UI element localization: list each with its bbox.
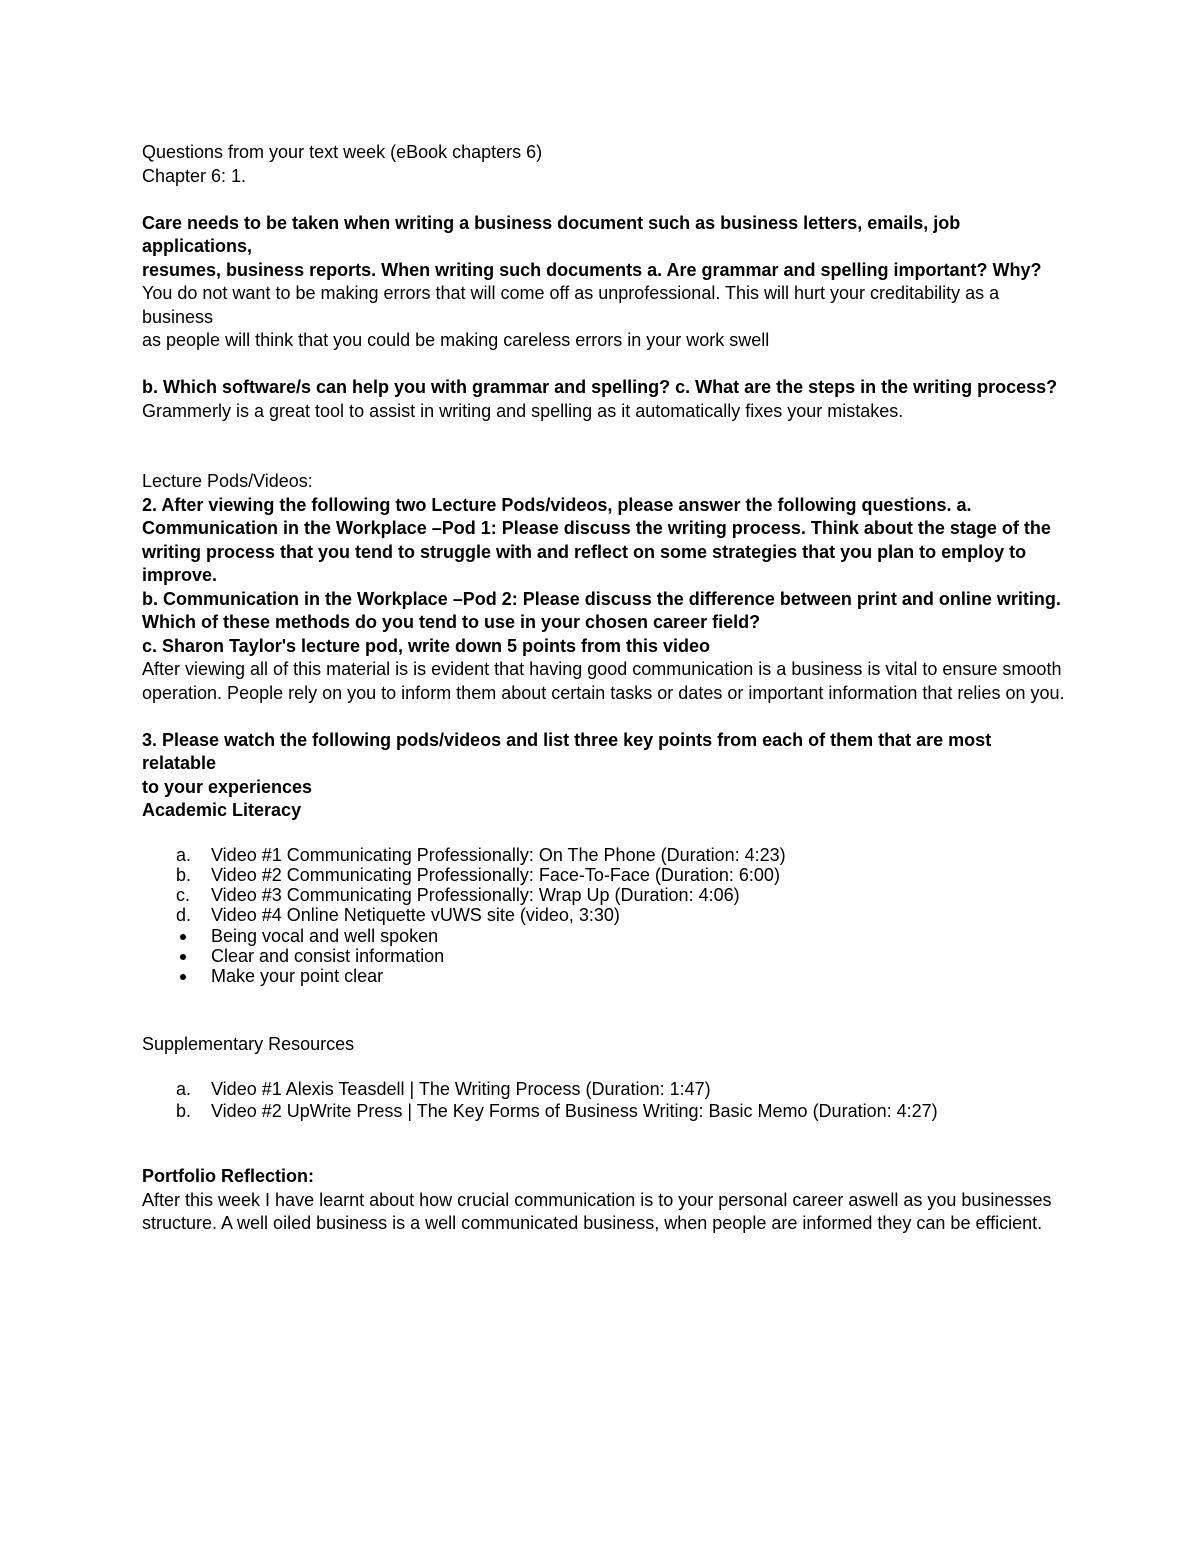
question-3-line-1: 3. Please watch the following pods/videos and list three key points from each of them that are most relatable (142, 729, 992, 773)
portfolio-line-1: After this week I have learnt about how crucial communication is to your personal career aswell as you businesses (142, 1189, 1052, 1210)
question-2-line-3: writing process that you tend to struggle with and reflect on some strategies that you plan to employ to (142, 541, 1027, 562)
bullet-item: Being vocal and well spoken (142, 926, 1067, 946)
supplementary-list (142, 1078, 1067, 1122)
list-item: c. Video #3 Communicating Professionally: Wrap Up (Duration: 4:06) (176, 885, 740, 906)
lecture-heading: Lecture Pods/Videos: (142, 471, 313, 491)
bullet-icon (180, 934, 186, 940)
list-item: b. Video #2 UpWrite Press | The Key Forms of Business Writing: Basic Memo (Duration: 4:27) (176, 1101, 938, 1122)
answer-2-line-1: After viewing all of this material is is evident that having good communication is a business is vital to ensure smooth (142, 659, 1062, 679)
list-item: a. Video #1 Communicating Professionally: On The Phone (Duration: 4:23) (176, 844, 786, 865)
portfolio-line-2: structure. A well oiled business is a well communicated business, when people are informed they can be efficient. (142, 1213, 1043, 1234)
bullet-icon (180, 954, 186, 960)
question-2b-line-1: b. Communication in the Workplace –Pod 2: Please discuss the difference between print and online writing. (142, 588, 1061, 609)
question-2-line-4: improve. (142, 565, 218, 585)
list-item: a. Video #1 Alexis Teasdell | The Writing Process (Duration: 1:47) (176, 1079, 711, 1100)
answer-2-line-2: operation. People rely on you to inform them about certain tasks or dates or important information that relies on you. (142, 682, 1065, 703)
question-3-line-2: to your experiences (142, 776, 313, 797)
question-1b: b. Which software/s can help you with grammar and spelling? c. What are the steps in the writing process? (142, 377, 1058, 397)
question-2-line-2: Communication in the Workplace –Pod 1: Please discuss the writing process. Think about the stage of the (142, 518, 1051, 538)
document-title: Questions from your text week (eBook chapters 6) (142, 142, 543, 162)
list-item: b. Video #2 Communicating Professionally: Face-To-Face (Duration: 6:00) (176, 864, 780, 885)
question-2c: c. Sharon Taylor's lecture pod, write down 5 points from this video (142, 635, 711, 656)
academic-literacy-list (142, 845, 1067, 987)
bullet-icon (180, 974, 186, 980)
answer-1-line-1: You do not want to be making errors that will come off as unprofessional. This will hurt your creditability as a business (142, 283, 1000, 327)
list-item: d. Video #4 Online Netiquette vUWS site (video, 3:30) (176, 905, 620, 926)
document-body (142, 141, 1067, 1236)
academic-literacy-heading: Academic Literacy (142, 800, 302, 820)
question-1-line-1: Care needs to be taken when writing a business document such as business letters, emails, job applications, (142, 212, 961, 256)
chapter-label: Chapter 6: 1. (142, 165, 247, 186)
question-1-line-2: resumes, business reports. When writing such documents a. Are grammar and spelling important? Why? (142, 259, 1042, 280)
answer-1-line-2: as people will think that you could be making careless errors in your work swell (142, 330, 770, 350)
question-2b-line-2: Which of these methods do you tend to use in your chosen career field? (142, 612, 761, 632)
question-2-line-1: 2. After viewing the following two Lecture Pods/videos, please answer the following questions. a. (142, 494, 972, 515)
bullet-item: Make your point clear (142, 966, 1067, 986)
answer-1b: Grammerly is a great tool to assist in writing and spelling as it automatically fixes your mistakes. (142, 400, 904, 421)
portfolio-heading: Portfolio Reflection: (142, 1166, 314, 1187)
supplementary-heading: Supplementary Resources (142, 1033, 355, 1054)
bullet-item: Clear and consist information (142, 946, 1067, 966)
